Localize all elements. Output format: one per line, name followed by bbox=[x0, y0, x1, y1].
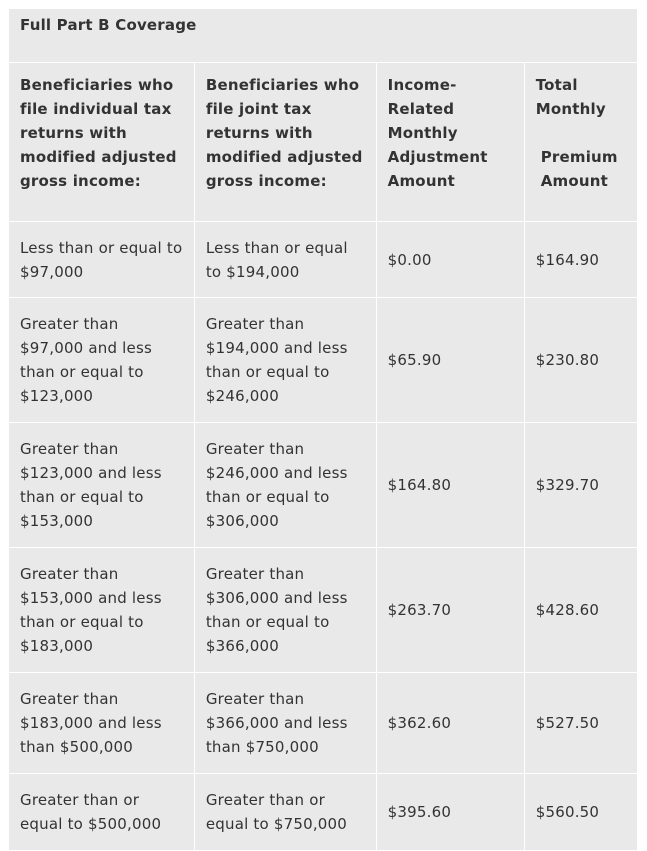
cell-total-premium: $428.60 bbox=[524, 548, 637, 673]
cell-joint-income: Greater than $246,000 and less than or equal to $306,000 bbox=[194, 423, 376, 548]
cell-total-premium: $560.50 bbox=[524, 774, 637, 851]
table-row bbox=[9, 548, 638, 673]
table-header-row bbox=[9, 63, 638, 222]
table-row bbox=[9, 298, 638, 423]
cell-individual-income: Greater than or equal to $500,000 bbox=[9, 774, 195, 851]
table-title-row bbox=[9, 9, 638, 63]
header-total-premium-line2: Premium Amount bbox=[540, 148, 618, 190]
cell-adjustment-amount: $65.90 bbox=[376, 298, 524, 423]
cell-adjustment-amount: $164.80 bbox=[376, 423, 524, 548]
header-adjustment-amount: Income-Related Monthly Adjustment Amount bbox=[376, 63, 524, 222]
cell-adjustment-amount: $0.00 bbox=[376, 222, 524, 298]
header-spacer bbox=[536, 121, 629, 145]
table-row bbox=[9, 423, 638, 548]
header-joint-returns: Beneficiaries who file joint tax returns with modified adjusted gross income: bbox=[194, 63, 376, 222]
cell-joint-income: Greater than $194,000 and less than or equal to $246,000 bbox=[194, 298, 376, 423]
cell-joint-income: Greater than $366,000 and less than $750,000 bbox=[194, 673, 376, 774]
table-row bbox=[9, 222, 638, 298]
cell-adjustment-amount: $263.70 bbox=[376, 548, 524, 673]
cell-adjustment-amount: $395.60 bbox=[376, 774, 524, 851]
cell-individual-income: Less than or equal to $97,000 bbox=[9, 222, 195, 298]
header-individual-returns: Beneficiaries who file individual tax returns with modified adjusted gross income: bbox=[9, 63, 195, 222]
cell-individual-income: Greater than $153,000 and less than or equal to $183,000 bbox=[9, 548, 195, 673]
part-b-premium-table bbox=[8, 8, 638, 851]
table-row bbox=[9, 774, 638, 851]
cell-total-premium: $164.90 bbox=[524, 222, 637, 298]
table-row bbox=[9, 673, 638, 774]
cell-adjustment-amount: $362.60 bbox=[376, 673, 524, 774]
cell-individual-income: Greater than $97,000 and less than or equal to $123,000 bbox=[9, 298, 195, 423]
header-total-premium-line1: Total Monthly bbox=[535, 76, 606, 118]
table-title: Full Part B Coverage bbox=[9, 9, 638, 63]
cell-joint-income: Less than or equal to $194,000 bbox=[194, 222, 376, 298]
cell-total-premium: $230.80 bbox=[524, 298, 637, 423]
cell-total-premium: $329.70 bbox=[524, 423, 637, 548]
header-total-premium bbox=[524, 63, 637, 222]
cell-joint-income: Greater than $306,000 and less than or equal to $366,000 bbox=[194, 548, 376, 673]
cell-total-premium: $527.50 bbox=[524, 673, 637, 774]
cell-joint-income: Greater than or equal to $750,000 bbox=[194, 774, 376, 851]
cell-individual-income: Greater than $123,000 and less than or equal to $153,000 bbox=[9, 423, 195, 548]
cell-individual-income: Greater than $183,000 and less than $500,000 bbox=[9, 673, 195, 774]
